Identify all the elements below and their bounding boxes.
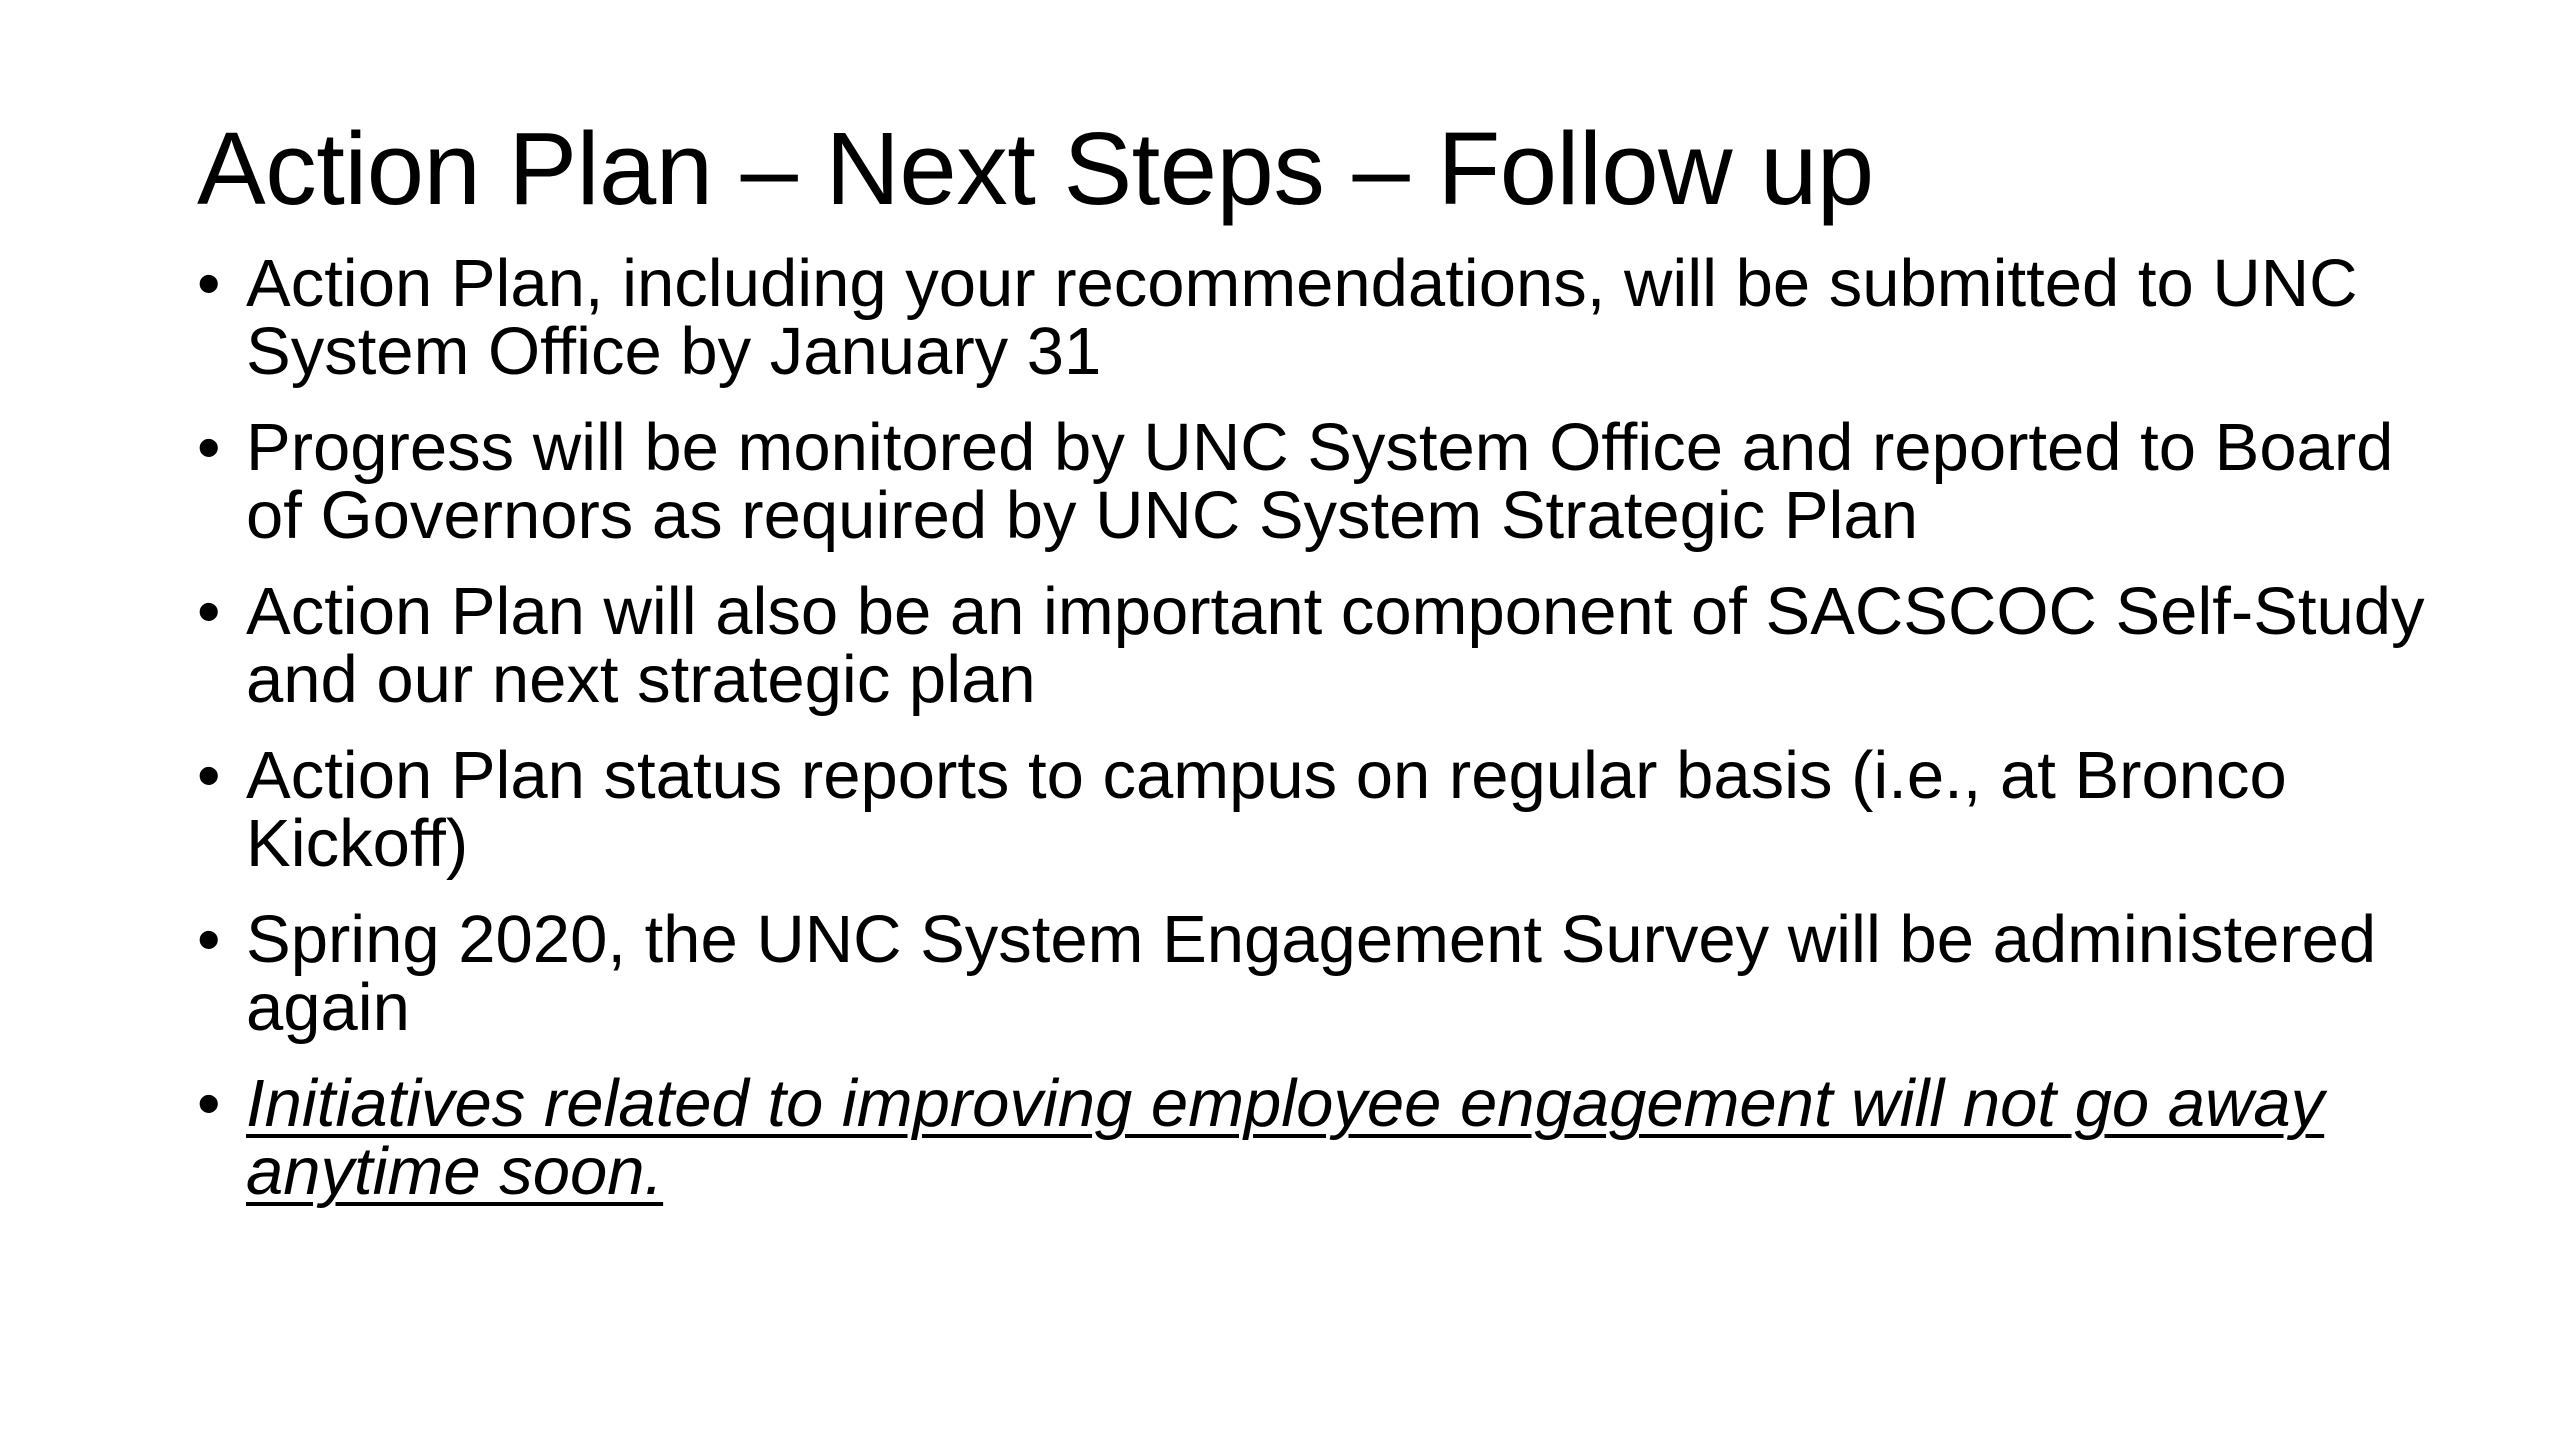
- bullet-text: Action Plan, including your recommendations, will be submitted to UNC System Office by January 31: [246, 246, 2358, 389]
- bullet-marker: •: [197, 738, 221, 813]
- bullet-item-progress: [197, 410, 2437, 553]
- bullet-text: Spring 2020, the UNC System Engagement Survey will be administered again: [246, 902, 2377, 1045]
- bullet-marker: •: [197, 246, 221, 321]
- bullet-item-status-reports: [197, 738, 2437, 881]
- bullet-text-emphasis: Initiatives related to improving employee engagement will not go away anytime soon.: [246, 1066, 2325, 1209]
- bullet-list: [197, 246, 2437, 1234]
- bullet-marker: •: [197, 574, 221, 649]
- bullet-marker: •: [197, 410, 221, 485]
- bullet-item-sacscoc: [197, 574, 2437, 717]
- slide-title: Action Plan – Next Steps – Follow up: [197, 111, 1874, 226]
- bullet-item-initiatives: [197, 1066, 2437, 1209]
- bullet-marker: •: [197, 1066, 221, 1141]
- bullet-marker: •: [197, 902, 221, 977]
- bullet-text: Action Plan status reports to campus on regular basis (i.e., at Bronco Kickoff): [246, 738, 2287, 881]
- bullet-text: Progress will be monitored by UNC System Office and reported to Board of Governors as required by UNC System Strategic Plan: [246, 410, 2394, 553]
- bullet-item-survey: [197, 902, 2437, 1045]
- bullet-text: Action Plan will also be an important component of SACSCOC Self-Study and our next strategic plan: [246, 574, 2425, 717]
- bullet-item-submission: [197, 246, 2437, 389]
